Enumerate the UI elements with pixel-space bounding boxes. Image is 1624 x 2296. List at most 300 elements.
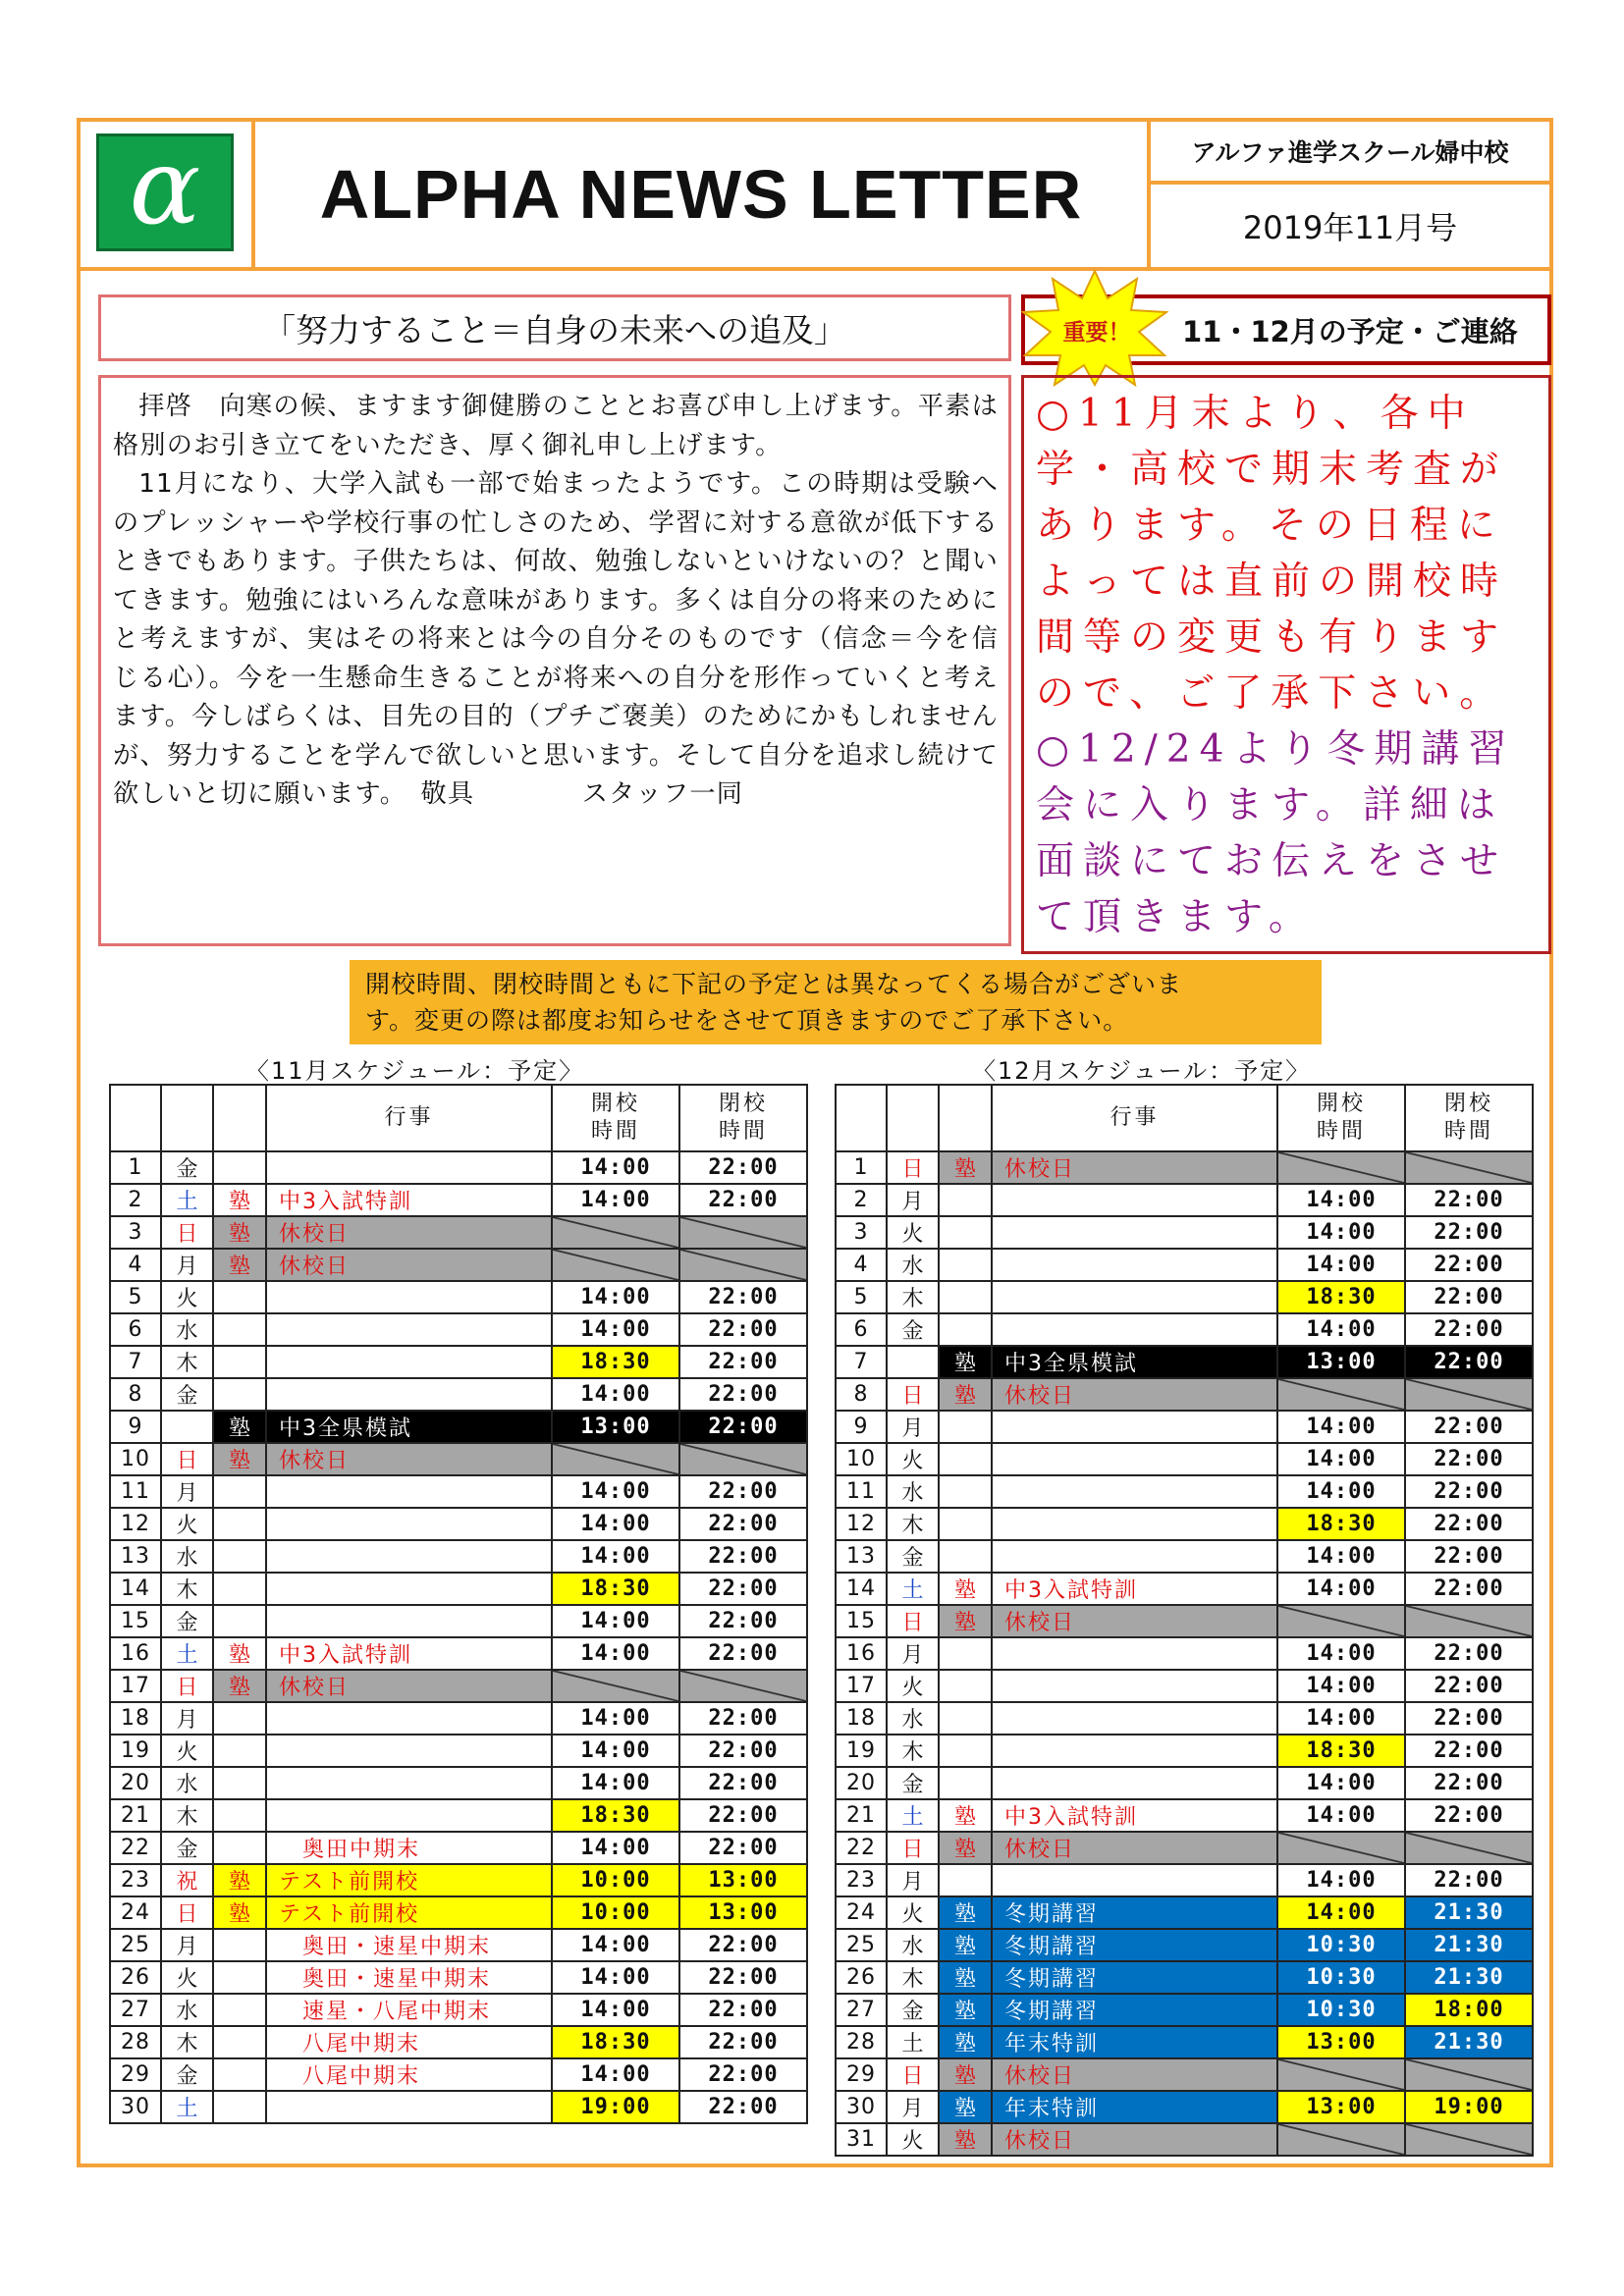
day-number: 11 xyxy=(110,1475,161,1508)
event-name: 年末特訓 xyxy=(992,2091,1277,2123)
schedule-row xyxy=(110,1540,807,1573)
juku-mark: 塾 xyxy=(939,1994,992,2026)
open-time: 14:00 xyxy=(552,1605,679,1637)
juku-mark: 塾 xyxy=(213,1637,266,1670)
hours-notice-banner xyxy=(350,960,1322,1044)
open-time xyxy=(552,1443,679,1475)
weekday: 月 xyxy=(161,1249,213,1281)
close-time: 21:30 xyxy=(1405,2026,1533,2058)
event-name xyxy=(266,1475,552,1508)
close-time: 21:30 xyxy=(1405,1929,1533,1961)
juku-mark: 塾 xyxy=(213,1184,266,1216)
day-number: 9 xyxy=(110,1411,161,1443)
juku-mark xyxy=(213,1994,266,2026)
close-time: 22:00 xyxy=(1405,1249,1533,1281)
juku-mark xyxy=(939,1411,992,1443)
close-time: 22:00 xyxy=(1405,1670,1533,1702)
schedule-row xyxy=(110,1313,807,1346)
open-time: 14:00 xyxy=(1277,1475,1405,1508)
schedule-row xyxy=(110,1249,807,1281)
day-number: 19 xyxy=(836,1735,887,1767)
close-time: 22:00 xyxy=(679,1346,807,1378)
day-number: 25 xyxy=(836,1929,887,1961)
schedule-row xyxy=(836,2026,1533,2058)
open-time: 13:00 xyxy=(1277,2091,1405,2123)
close-time: 22:00 xyxy=(1405,1184,1533,1216)
schedule-row xyxy=(836,1281,1533,1313)
open-time: 18:30 xyxy=(552,2026,679,2058)
event-name: 休校日 xyxy=(266,1216,552,1249)
close-time: 13:00 xyxy=(679,1896,807,1929)
open-time: 14:00 xyxy=(552,1281,679,1313)
weekday: 土 xyxy=(161,1184,213,1216)
header-open-time: 開校 時間 xyxy=(1277,1085,1405,1151)
event-name xyxy=(266,1702,552,1735)
day-number: 18 xyxy=(836,1702,887,1735)
close-time xyxy=(679,1443,807,1475)
event-name: 冬期講習 xyxy=(992,1929,1277,1961)
close-time: 22:00 xyxy=(679,1411,807,1443)
weekday: 火 xyxy=(161,1281,213,1313)
open-time: 14:00 xyxy=(1277,1573,1405,1605)
day-number: 19 xyxy=(110,1735,161,1767)
schedule-row xyxy=(836,1605,1533,1637)
weekday: 火 xyxy=(887,1443,939,1475)
masthead xyxy=(81,122,1549,275)
open-time: 14:00 xyxy=(1277,1216,1405,1249)
weekday: 日 xyxy=(161,1216,213,1249)
open-time: 14:00 xyxy=(1277,1670,1405,1702)
close-time: 22:00 xyxy=(679,1184,807,1216)
day-number: 22 xyxy=(836,1832,887,1864)
close-time: 22:00 xyxy=(1405,1799,1533,1832)
schedule-row xyxy=(110,1799,807,1832)
weekday: 月 xyxy=(161,1702,213,1735)
close-time: 22:00 xyxy=(679,1313,807,1346)
juku-mark xyxy=(213,1475,266,1508)
close-time: 21:30 xyxy=(1405,1961,1533,1994)
day-number: 8 xyxy=(110,1378,161,1411)
close-time xyxy=(679,1216,807,1249)
day-number: 11 xyxy=(836,1475,887,1508)
schedule-row xyxy=(836,1896,1533,1929)
event-name: 休校日 xyxy=(992,1832,1277,1864)
event-name: 休校日 xyxy=(992,1151,1277,1184)
schedule-row xyxy=(836,2123,1533,2156)
weekday: 水 xyxy=(161,1767,213,1799)
schedule-row xyxy=(836,1735,1533,1767)
close-time: 22:00 xyxy=(1405,1281,1533,1313)
schedule-row xyxy=(836,1670,1533,1702)
weekday: 水 xyxy=(161,1540,213,1573)
open-time xyxy=(552,1216,679,1249)
event-name: テスト前開校 xyxy=(266,1864,552,1896)
close-time: 22:00 xyxy=(1405,1540,1533,1573)
close-time: 13:00 xyxy=(679,1864,807,1896)
schedule-row xyxy=(110,2026,807,2058)
weekday: 木 xyxy=(887,1508,939,1540)
day-number: 25 xyxy=(110,1929,161,1961)
schedule-row xyxy=(110,1346,807,1378)
schedule-row xyxy=(836,1799,1533,1832)
weekday: 水 xyxy=(887,1702,939,1735)
open-time: 14:00 xyxy=(552,1508,679,1540)
day-number: 24 xyxy=(110,1896,161,1929)
day-number: 4 xyxy=(110,1249,161,1281)
event-name: 年末特訓 xyxy=(992,2026,1277,2058)
day-number: 2 xyxy=(836,1184,887,1216)
juku-mark xyxy=(939,1249,992,1281)
close-time: 22:00 xyxy=(1405,1864,1533,1896)
header-juku xyxy=(939,1085,992,1151)
event-name xyxy=(266,1281,552,1313)
juku-mark xyxy=(939,1702,992,1735)
weekday: 火 xyxy=(887,2123,939,2156)
close-time: 22:00 xyxy=(679,1799,807,1832)
juku-mark xyxy=(213,2091,266,2123)
schedule-row xyxy=(110,1929,807,1961)
open-time: 14:00 xyxy=(1277,1313,1405,1346)
schedule-row xyxy=(110,2058,807,2091)
schedule-row xyxy=(110,1184,807,1216)
schedule-row xyxy=(836,1411,1533,1443)
event-name xyxy=(992,1864,1277,1896)
letter-paragraph-2: 11月になり、大学入試も一部で始まったようです。この時期は受験へのプレッシャーや学校行事の忙しさのため、学習に対する意欲が低下するときでもあります。子供たちは、何故、勉強しないといけないの？と聞いてきます。勉強にはいろんな意味があります。多くは自分の将来のためにと考えますが、実はその将来とは今の自分そのものです（信念＝今を信じる心）。今を一生懸命生きることが将来への自分を形作っていくと考えます。今しばらくは、目先の目的（プチご褒美）のためにかもしれませんが、努力することを学んで欲しいと思います。そして自分を追求し続けて欲しいと切に願います。 敬具 スタッフ一同 xyxy=(113,469,999,809)
schedule-row xyxy=(110,1767,807,1799)
event-name xyxy=(266,1313,552,1346)
juku-mark: 塾 xyxy=(939,2123,992,2156)
close-time: 22:00 xyxy=(1405,1702,1533,1735)
close-time: 22:00 xyxy=(679,1637,807,1670)
close-time xyxy=(679,1249,807,1281)
juku-mark xyxy=(213,1378,266,1411)
close-time: 22:00 xyxy=(679,1573,807,1605)
close-time: 22:00 xyxy=(1405,1313,1533,1346)
day-number: 7 xyxy=(110,1346,161,1378)
event-name xyxy=(266,1573,552,1605)
weekday: 木 xyxy=(161,2026,213,2058)
schedule-row xyxy=(110,1735,807,1767)
weekday: 金 xyxy=(161,1151,213,1184)
close-time: 22:00 xyxy=(1405,1346,1533,1378)
weekday: 水 xyxy=(887,1929,939,1961)
schedule-row xyxy=(110,2091,807,2123)
juku-mark: 塾 xyxy=(939,1929,992,1961)
event-name xyxy=(992,1475,1277,1508)
event-name: 休校日 xyxy=(266,1670,552,1702)
weekday: 木 xyxy=(161,1573,213,1605)
close-time xyxy=(1405,1378,1533,1411)
juku-mark xyxy=(213,1929,266,1961)
open-time: 14:00 xyxy=(552,1735,679,1767)
open-time: 18:30 xyxy=(552,1346,679,1378)
close-time: 22:00 xyxy=(679,1702,807,1735)
schedule-row xyxy=(110,1573,807,1605)
schedule-row xyxy=(110,1475,807,1508)
juku-mark xyxy=(213,1508,266,1540)
schedule-row xyxy=(836,1573,1533,1605)
event-name xyxy=(992,1767,1277,1799)
event-name: 中3入試特訓 xyxy=(266,1637,552,1670)
day-number: 31 xyxy=(836,2123,887,2156)
open-time: 10:00 xyxy=(552,1896,679,1929)
event-name: 冬期講習 xyxy=(992,1896,1277,1929)
juku-mark: 塾 xyxy=(213,1896,266,1929)
open-time: 19:00 xyxy=(552,2091,679,2123)
juku-mark: 塾 xyxy=(939,1832,992,1864)
weekday: 月 xyxy=(887,1637,939,1670)
juku-mark: 塾 xyxy=(939,1799,992,1832)
juku-mark xyxy=(939,1670,992,1702)
event-name xyxy=(266,1151,552,1184)
event-name: 冬期講習 xyxy=(992,1994,1277,2026)
close-time: 22:00 xyxy=(679,1735,807,1767)
close-time: 22:00 xyxy=(679,1151,807,1184)
weekday: 土 xyxy=(887,2026,939,2058)
open-time xyxy=(552,1670,679,1702)
juku-mark: 塾 xyxy=(939,2091,992,2123)
juku-mark xyxy=(939,1637,992,1670)
open-time: 18:30 xyxy=(552,1573,679,1605)
close-time xyxy=(1405,2123,1533,2156)
weekday: 月 xyxy=(161,1475,213,1508)
header-weekday xyxy=(887,1085,939,1151)
open-time xyxy=(1277,1605,1405,1637)
day-number: 30 xyxy=(110,2091,161,2123)
day-number: 12 xyxy=(110,1508,161,1540)
notice-box xyxy=(1021,375,1551,954)
close-time: 22:00 xyxy=(1405,1767,1533,1799)
weekday: 金 xyxy=(161,1378,213,1411)
day-number: 15 xyxy=(110,1605,161,1637)
day-number: 20 xyxy=(110,1767,161,1799)
schedule-row xyxy=(836,1994,1533,2026)
weekday: 水 xyxy=(887,1475,939,1508)
event-name xyxy=(992,1281,1277,1313)
event-name xyxy=(266,1767,552,1799)
open-time: 18:30 xyxy=(1277,1508,1405,1540)
open-time xyxy=(1277,1378,1405,1411)
day-number: 6 xyxy=(110,1313,161,1346)
day-number: 13 xyxy=(836,1540,887,1573)
juku-mark xyxy=(213,1767,266,1799)
juku-mark xyxy=(939,1864,992,1896)
weekday: 火 xyxy=(887,1216,939,1249)
open-time: 14:00 xyxy=(552,1767,679,1799)
close-time: 22:00 xyxy=(1405,1735,1533,1767)
event-name: 八尾中期末 xyxy=(266,2026,552,2058)
weekday: 日 xyxy=(161,1670,213,1702)
day-number: 17 xyxy=(836,1670,887,1702)
schedule-row xyxy=(110,1670,807,1702)
december-schedule-table xyxy=(835,1084,1534,2157)
day-number: 14 xyxy=(836,1573,887,1605)
close-time: 22:00 xyxy=(1405,1637,1533,1670)
day-number: 9 xyxy=(836,1411,887,1443)
open-time: 14:00 xyxy=(552,1994,679,2026)
juku-mark xyxy=(213,1573,266,1605)
notice-heading-text: 11・12月の予定・ご連絡 xyxy=(1182,314,1518,348)
close-time: 22:00 xyxy=(679,1508,807,1540)
weekday: 金 xyxy=(887,1994,939,2026)
juku-mark xyxy=(213,1832,266,1864)
close-time: 22:00 xyxy=(1405,1573,1533,1605)
weekday: 土 xyxy=(887,1799,939,1832)
header-juku xyxy=(213,1085,266,1151)
day-number: 20 xyxy=(836,1767,887,1799)
weekday: 土 xyxy=(161,1637,213,1670)
weekday: 水 xyxy=(161,1994,213,2026)
day-number: 3 xyxy=(110,1216,161,1249)
event-name: 冬期講習 xyxy=(992,1961,1277,1994)
close-time: 22:00 xyxy=(679,1929,807,1961)
day-number: 12 xyxy=(836,1508,887,1540)
juku-mark xyxy=(939,1508,992,1540)
juku-mark xyxy=(213,2058,266,2091)
school-name: アルファ進学スクール婦中校 xyxy=(1151,122,1549,185)
juku-mark xyxy=(213,1151,266,1184)
event-name xyxy=(266,1378,552,1411)
close-time: 22:00 xyxy=(1405,1443,1533,1475)
important-badge: 重要！ xyxy=(1062,320,1131,346)
weekday: 土 xyxy=(161,1411,213,1443)
weekday: 火 xyxy=(161,1735,213,1767)
open-time: 10:30 xyxy=(1277,1961,1405,1994)
juku-mark: 塾 xyxy=(939,1151,992,1184)
day-number: 29 xyxy=(836,2058,887,2091)
close-time: 22:00 xyxy=(679,2091,807,2123)
header-date xyxy=(836,1085,887,1151)
header-date xyxy=(110,1085,161,1151)
open-time xyxy=(1277,2123,1405,2156)
juku-mark: 塾 xyxy=(939,1378,992,1411)
juku-mark: 塾 xyxy=(939,1573,992,1605)
weekday: 金 xyxy=(887,1313,939,1346)
day-number: 10 xyxy=(110,1443,161,1475)
juku-mark xyxy=(213,1540,266,1573)
schedule-row xyxy=(110,1216,807,1249)
day-number: 30 xyxy=(836,2091,887,2123)
day-number: 21 xyxy=(110,1799,161,1832)
letter-paragraph-1: 拝啓 向寒の候、ますます御健勝のこととお喜び申し上げます。平素は格別のお引き立てをいただき、厚く御礼申し上げます。 xyxy=(113,392,999,460)
schedule-row xyxy=(836,2058,1533,2091)
juku-mark xyxy=(213,1605,266,1637)
weekday: 土 xyxy=(887,1346,939,1378)
schedule-row xyxy=(110,1864,807,1896)
open-time: 14:00 xyxy=(1277,1637,1405,1670)
schedule-row xyxy=(110,1637,807,1670)
juku-mark xyxy=(939,1313,992,1346)
november-schedule-table xyxy=(109,1084,808,2124)
juku-mark: 塾 xyxy=(213,1864,266,1896)
open-time: 14:00 xyxy=(1277,1443,1405,1475)
close-time: 22:00 xyxy=(1405,1508,1533,1540)
weekday: 日 xyxy=(887,1832,939,1864)
event-name: 奥田中期末 xyxy=(266,1832,552,1864)
event-name: 中3入試特訓 xyxy=(992,1799,1277,1832)
juku-mark xyxy=(939,1216,992,1249)
title-cell xyxy=(255,122,1151,271)
schedule-row xyxy=(110,1702,807,1735)
day-number: 18 xyxy=(110,1702,161,1735)
schedule-row xyxy=(110,1605,807,1637)
juku-mark: 塾 xyxy=(939,1605,992,1637)
open-time: 14:00 xyxy=(552,1151,679,1184)
alpha-logo xyxy=(96,126,234,251)
juku-mark xyxy=(939,1540,992,1573)
schedule-row xyxy=(836,1508,1533,1540)
event-name xyxy=(992,1540,1277,1573)
juku-mark xyxy=(213,1735,266,1767)
event-name: 中3全県模試 xyxy=(266,1411,552,1443)
juku-mark xyxy=(939,1184,992,1216)
close-time: 22:00 xyxy=(679,1475,807,1508)
open-time: 14:00 xyxy=(1277,1702,1405,1735)
schedule-row xyxy=(110,1961,807,1994)
weekday: 月 xyxy=(161,1929,213,1961)
weekday: 木 xyxy=(161,1799,213,1832)
day-number: 16 xyxy=(836,1637,887,1670)
day-number: 28 xyxy=(836,2026,887,2058)
open-time: 14:00 xyxy=(552,1313,679,1346)
event-name: 奥田・速星中期末 xyxy=(266,1961,552,1994)
open-time: 14:00 xyxy=(552,1832,679,1864)
schedule-row xyxy=(836,1346,1533,1378)
weekday: 日 xyxy=(887,1151,939,1184)
header-event: 行事 xyxy=(266,1085,552,1151)
day-number: 17 xyxy=(110,1670,161,1702)
event-name xyxy=(992,1411,1277,1443)
juku-mark xyxy=(213,1961,266,1994)
open-time: 14:00 xyxy=(1277,1540,1405,1573)
header-row xyxy=(836,1085,1533,1151)
alpha-logo-glyph: α xyxy=(129,126,201,248)
event-name xyxy=(992,1249,1277,1281)
close-time: 22:00 xyxy=(679,1540,807,1573)
close-time: 21:30 xyxy=(1405,1896,1533,1929)
weekday: 金 xyxy=(887,1540,939,1573)
event-name xyxy=(266,1540,552,1573)
event-name xyxy=(992,1216,1277,1249)
event-name xyxy=(992,1313,1277,1346)
weekday: 月 xyxy=(887,1184,939,1216)
open-time: 14:00 xyxy=(552,1378,679,1411)
schedule-row xyxy=(836,1961,1533,1994)
juku-mark: 塾 xyxy=(213,1443,266,1475)
weekday: 土 xyxy=(161,2091,213,2123)
weekday: 日 xyxy=(887,1378,939,1411)
schedule-row xyxy=(836,1443,1533,1475)
december-caption: 〈12月スケジュール：予定〉 xyxy=(972,1057,1312,1085)
open-time xyxy=(552,1249,679,1281)
open-time: 14:00 xyxy=(1277,1896,1405,1929)
day-number: 3 xyxy=(836,1216,887,1249)
open-time: 14:00 xyxy=(1277,1249,1405,1281)
weekday: 木 xyxy=(887,1281,939,1313)
schedule-row xyxy=(110,1994,807,2026)
juku-mark: 塾 xyxy=(213,1411,266,1443)
close-time xyxy=(1405,1832,1533,1864)
newsletter-title: ALPHA NEWS LETTER xyxy=(319,156,1083,233)
weekday: 木 xyxy=(161,1346,213,1378)
event-name xyxy=(266,2091,552,2123)
open-time: 18:30 xyxy=(1277,1281,1405,1313)
close-time: 22:00 xyxy=(1405,1216,1533,1249)
close-time xyxy=(1405,2058,1533,2091)
weekday: 月 xyxy=(887,1411,939,1443)
close-time xyxy=(1405,1605,1533,1637)
event-name: 中3全県模試 xyxy=(992,1346,1277,1378)
